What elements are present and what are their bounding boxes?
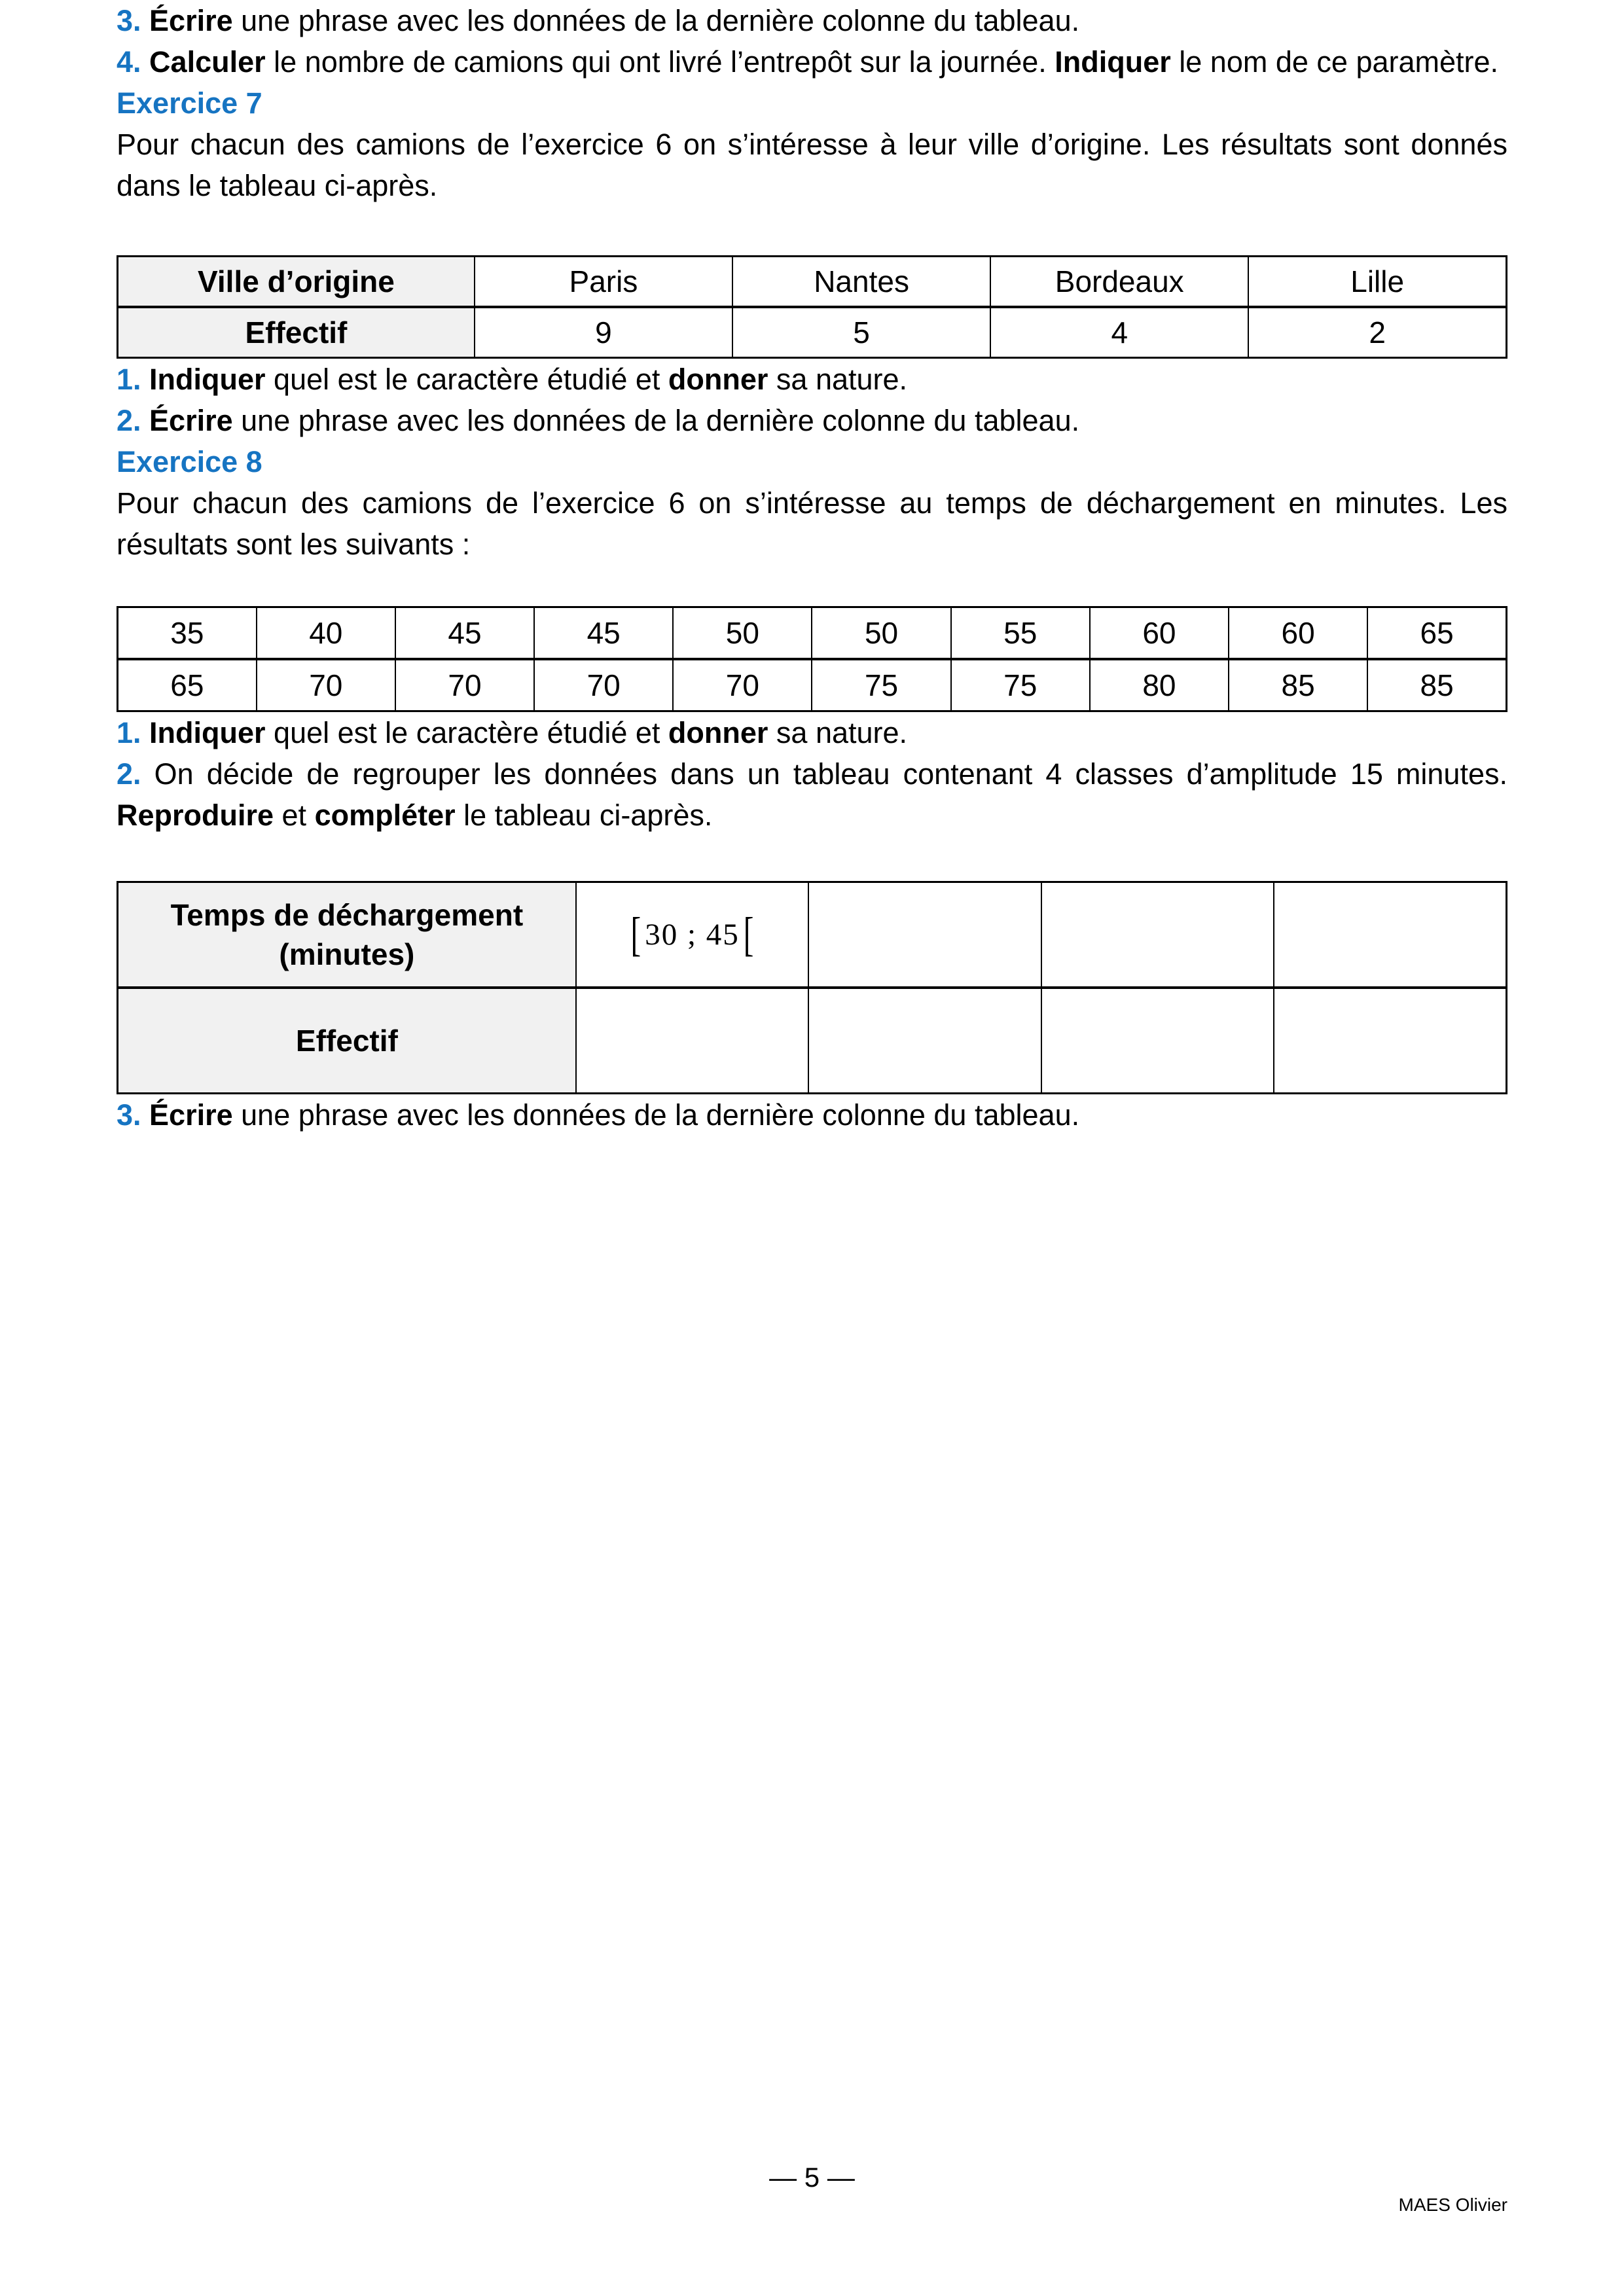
question-number: 2. [117,404,141,437]
question-verb: donner [668,716,768,749]
question-verb: compléter [314,798,456,832]
question-text: quel est le caractère étudié et [265,716,668,749]
count-cell: 4 [990,307,1248,358]
table-row [118,659,1507,711]
value-cell: 45 [395,607,534,660]
unloading-times-table [117,606,1507,712]
value-cell: 65 [118,659,257,711]
question-verb: Indiquer [149,716,266,749]
empty-cell [1041,988,1274,1094]
value-cell: 40 [257,607,395,660]
question-text: une phrase avec les données de la dernière colonne du tableau. [232,1098,1080,1132]
value-cell: 65 [1367,607,1506,660]
question-verb: Indiquer [149,363,266,396]
value-cell: 70 [673,659,812,711]
question-text: une phrase avec les données de la dernière colonne du tableau. [232,4,1080,37]
question-text: sa nature. [768,363,908,396]
question-number: 3. [117,1098,141,1132]
empty-cell [1041,882,1274,988]
row-label-cell: Temps de déchargement (minutes) [118,882,576,988]
question-number: 3. [117,4,141,37]
question-number: 2. [117,757,141,791]
question-verb: Écrire [149,1098,233,1132]
question-verb: Écrire [149,404,233,437]
empty-cell [576,988,808,1094]
question-number: 4. [117,45,141,79]
table-row [118,988,1507,1094]
value-cell: 70 [257,659,395,711]
exercise-7-title: Exercice 7 [117,86,262,120]
exercise-8-intro: Pour chacun des camions de l’exercice 6 on s’intéresse au temps de déchargement en minutes. Les résultats sont les suivants : [117,486,1507,561]
question-4-top [117,41,1507,82]
exercise-7-question-2 [117,400,1507,441]
exercise-8-question-1 [117,712,1507,753]
exercise-7-question-1 [117,359,1507,400]
question-3-top [117,0,1507,41]
question-text: et [274,798,315,832]
count-cell: 2 [1248,307,1506,358]
interval-open-bracket: [ [630,908,641,961]
question-verb: Reproduire [117,798,274,832]
author-name: MAES Olivier [1398,2195,1507,2215]
question-verb: donner [668,363,768,396]
exercise-8-title: Exercice 8 [117,445,262,478]
question-number: 1. [117,363,141,396]
value-cell: 35 [118,607,257,660]
question-text: le nom de ce paramètre. [1170,45,1499,79]
value-cell: 75 [951,659,1090,711]
value-cell: 80 [1090,659,1229,711]
empty-cell [1274,882,1506,988]
value-cell: 60 [1090,607,1229,660]
value-cell: 75 [812,659,950,711]
question-text: le nombre de camions qui ont livré l’entrepôt sur la journée. [265,45,1055,79]
question-text: quel est le caractère étudié et [265,363,668,396]
question-text: sa nature. [768,716,908,749]
empty-cell [808,882,1041,988]
page-content [117,0,1507,1136]
row-label-cell: Effectif [118,988,576,1094]
table-row [118,307,1507,358]
question-verb: Indiquer [1055,45,1171,79]
question-verb: Calculer [149,45,266,79]
value-cell: 70 [395,659,534,711]
value-cell: 50 [812,607,950,660]
count-cell: 5 [732,307,990,358]
question-text: le tableau ci-après. [455,798,713,832]
value-cell: 55 [951,607,1090,660]
city-cell: Lille [1248,257,1506,308]
value-cell: 60 [1229,607,1367,660]
table-row [118,257,1507,308]
empty-cell [1274,988,1506,1094]
city-cell: Nantes [732,257,990,308]
exercise-7-intro: Pour chacun des camions de l’exercice 6 on s’intéresse à leur ville d’origine. Les résultats sont donnés dans le tableau ci-après. [117,128,1507,202]
table-row [118,607,1507,660]
question-text: une phrase avec les données de la dernière colonne du tableau. [232,404,1080,437]
question-verb: Écrire [149,4,233,37]
table-row [118,882,1507,988]
value-cell: 70 [534,659,673,711]
row-label-cell: Ville d’origine [118,257,475,308]
city-cell: Bordeaux [990,257,1248,308]
empty-cell [808,988,1041,1094]
class-table [117,881,1507,1094]
value-cell: 85 [1367,659,1506,711]
interval-close-bracket: [ [743,908,754,961]
exercise-8-question-3 [117,1094,1507,1136]
interval-body: 30 ; 45 [645,918,740,952]
interval-cell [576,882,808,988]
origin-city-table [117,255,1507,359]
value-cell: 85 [1229,659,1367,711]
city-cell: Paris [475,257,732,308]
question-text: On décide de regrouper les données dans un tableau contenant 4 classes d’amplitude 15 minutes. [141,757,1507,791]
value-cell: 50 [673,607,812,660]
question-number: 1. [117,716,141,749]
exercise-8-question-2 [117,753,1507,836]
page-number: — 5 — [769,2162,855,2193]
value-cell: 45 [534,607,673,660]
row-label-cell: Effectif [118,307,475,358]
count-cell: 9 [475,307,732,358]
